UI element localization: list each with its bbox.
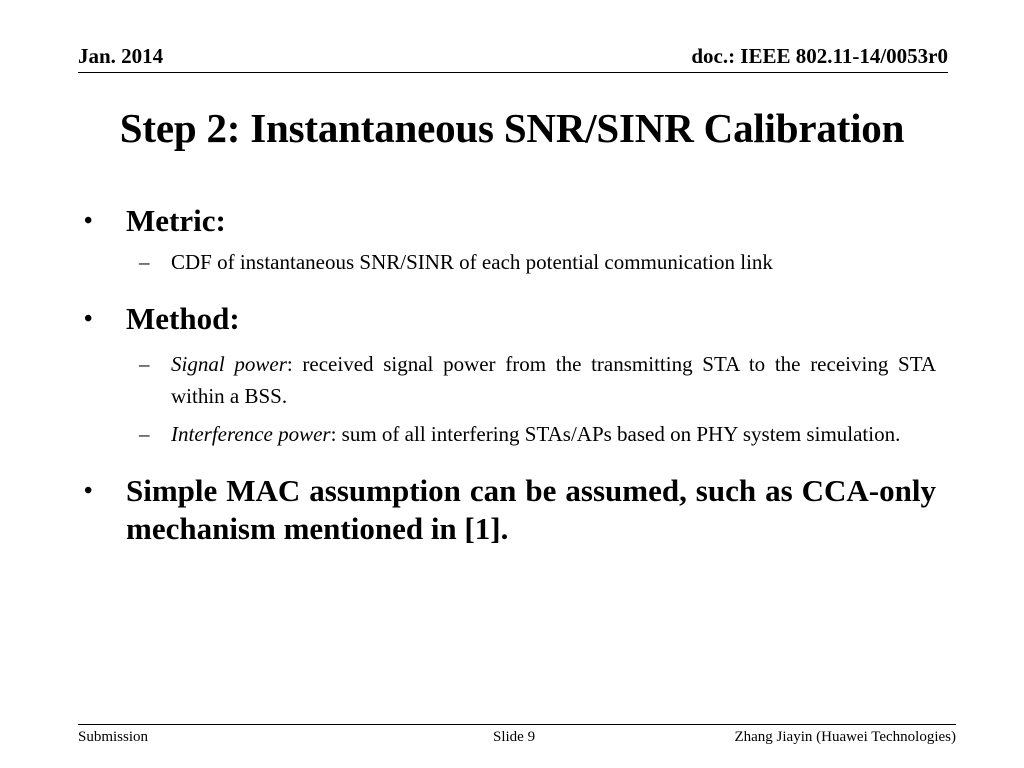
sub-item-term: Interference power [171,422,331,446]
slide-title: Step 2: Instantaneous SNR/SINR Calibration [119,105,905,151]
slide-header [78,42,948,73]
sub-item-text: : sum of all interfering STAs/APs based on PHY system simulation. [330,422,901,446]
dash-icon: – [139,250,150,274]
sub-item-metric-cdf [84,246,936,278]
bullet-metric-label: Metric: [126,203,226,238]
bullet-mac-text: Simple MAC assumption can be assumed, such as CCA-only mechanism mentioned in [1]. [126,473,936,546]
bullet-dot-icon: • [84,306,93,332]
header-doc-id: doc.: IEEE 802.11-14/0053r0 [691,44,948,68]
slide-body [84,202,936,548]
dash-icon: – [139,352,150,376]
sub-item-term: Signal power [171,352,287,376]
bullet-method [84,300,936,338]
footer-slide-number: Slide 9 [493,729,536,745]
footer-submission: Submission [78,729,149,745]
footer-author: Zhang Jiayin (Huawei Technologies) [734,729,956,745]
bullet-dot-icon: • [84,208,93,234]
sub-item-signal-power [84,348,936,412]
header-date: Jan. 2014 [78,44,164,68]
dash-icon: – [139,422,150,446]
sub-item-text: : received signal power from the transmitting STA to the receiving STA within a BSS. [171,352,937,408]
bullet-metric [84,202,936,240]
bullet-mac-assumption [84,472,936,548]
sub-item-text: CDF of instantaneous SNR/SINR of each potential communication link [171,250,773,274]
bullet-method-label: Method: [126,301,240,336]
slide-footer [78,724,956,751]
bullet-dot-icon: • [84,478,93,504]
sub-item-interference-power [84,418,936,450]
